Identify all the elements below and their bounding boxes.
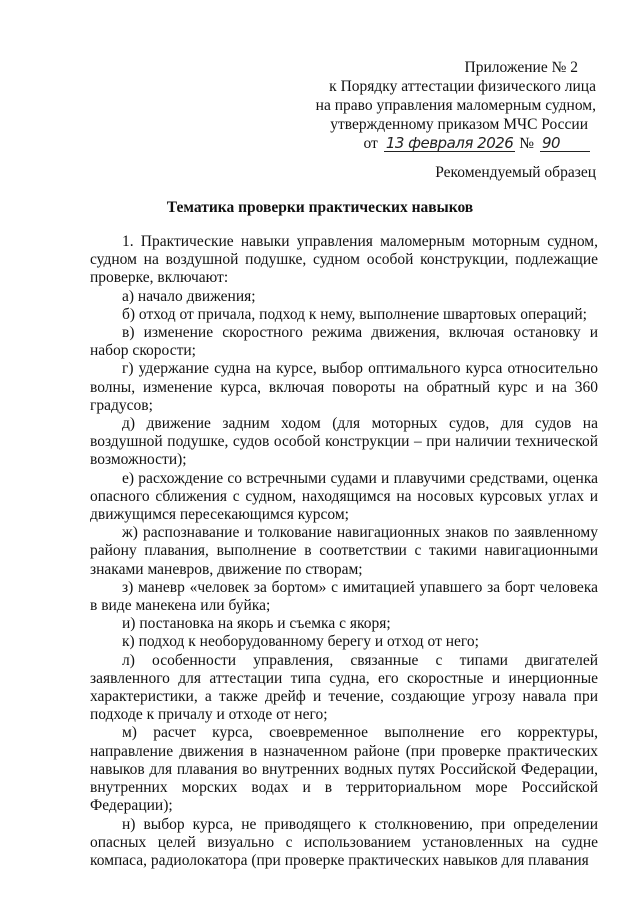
appendix-number: Приложение № 2 [464, 59, 578, 76]
handwritten-number: 90 [540, 135, 590, 152]
paragraph: а) начало движения; [122, 287, 256, 305]
document-title: Тематика проверки практических навыков [166, 199, 474, 216]
paragraph: 1. Практические навыки управления маломерным моторным судном, судном на воздушной подушке, судном особой конструкции, подлежащие проверке, включают: [90, 233, 598, 287]
sample-label: Рекомендуемый образец [435, 164, 596, 181]
number-label: № [519, 135, 534, 152]
appendix-header [296, 58, 596, 153]
paragraph: г) удержание судна на курсе, выбор оптимального курса относительно волны, изменение курса, включая повороты на обратный курс и на 360 градусов; [90, 360, 598, 414]
paragraph: е) расхождение со встречными судами и плавучими средствами, оценка опасного сближения с судном, находящимся на носовых курсовых углах и движущимся пересекающимся курсом; [90, 469, 598, 524]
paragraph: л) особенности управления, связанные с типами двигателей заявленного для аттестации типа судна, его скоростные и инерционные характеристики, а также дрейф и течение, создающие угрозу навала при подходе к причалу и отходе от него; [90, 651, 598, 724]
appendix-reference-line: на право управления маломерным судном, [315, 97, 596, 114]
order-date-line [296, 134, 596, 153]
paragraph: б) отход от причала, подход к нему, выполнение швартовых операций; [122, 305, 587, 323]
paragraph: м) расчет курса, своевременное выполнение его корректуры, направление движения в назначенном районе (при проверке практических навыков для плавания во внутренних водных путях Российской Федерации, внутренних морских водах и в территориальном море Российской Федерации); [90, 724, 598, 815]
from-label: от [363, 135, 378, 152]
document-body [90, 233, 598, 870]
handwritten-date: 13 февраля 2026 [385, 134, 514, 152]
paragraph: в) изменение скоростного режима движения, включая остановку и набор скорости; [90, 324, 598, 360]
appendix-reference-line: к Порядку аттестации физического лица [329, 78, 596, 95]
paragraph: к) подход к необорудованному берегу и отход от него; [122, 633, 479, 651]
paragraph: н) выбор курса, не приводящего к столкновению, при определении опасных целей визуально с использованием установленных на судне компаса, радиолокатора (при проверке практических навыков для плавания [90, 815, 598, 869]
appendix-reference-line: утвержденному приказом МЧС России [330, 116, 588, 133]
paragraph: ж) распознавание и толкование навигационных знаков по заявленному району плавания, выполнение в соответствии с такими навигационными знаками маневров, движение по створам; [90, 524, 598, 578]
paragraph: д) движение задним ходом (для моторных судов, для судов на воздушной подушке, судов особой конструкции – при наличии технической возможности); [90, 415, 598, 469]
paragraph: и) постановка на якорь и съемка с якоря; [122, 615, 391, 633]
paragraph: з) маневр «человек за бортом» с имитацией упавшего за борт человека в виде манекена или буйка; [90, 578, 598, 615]
